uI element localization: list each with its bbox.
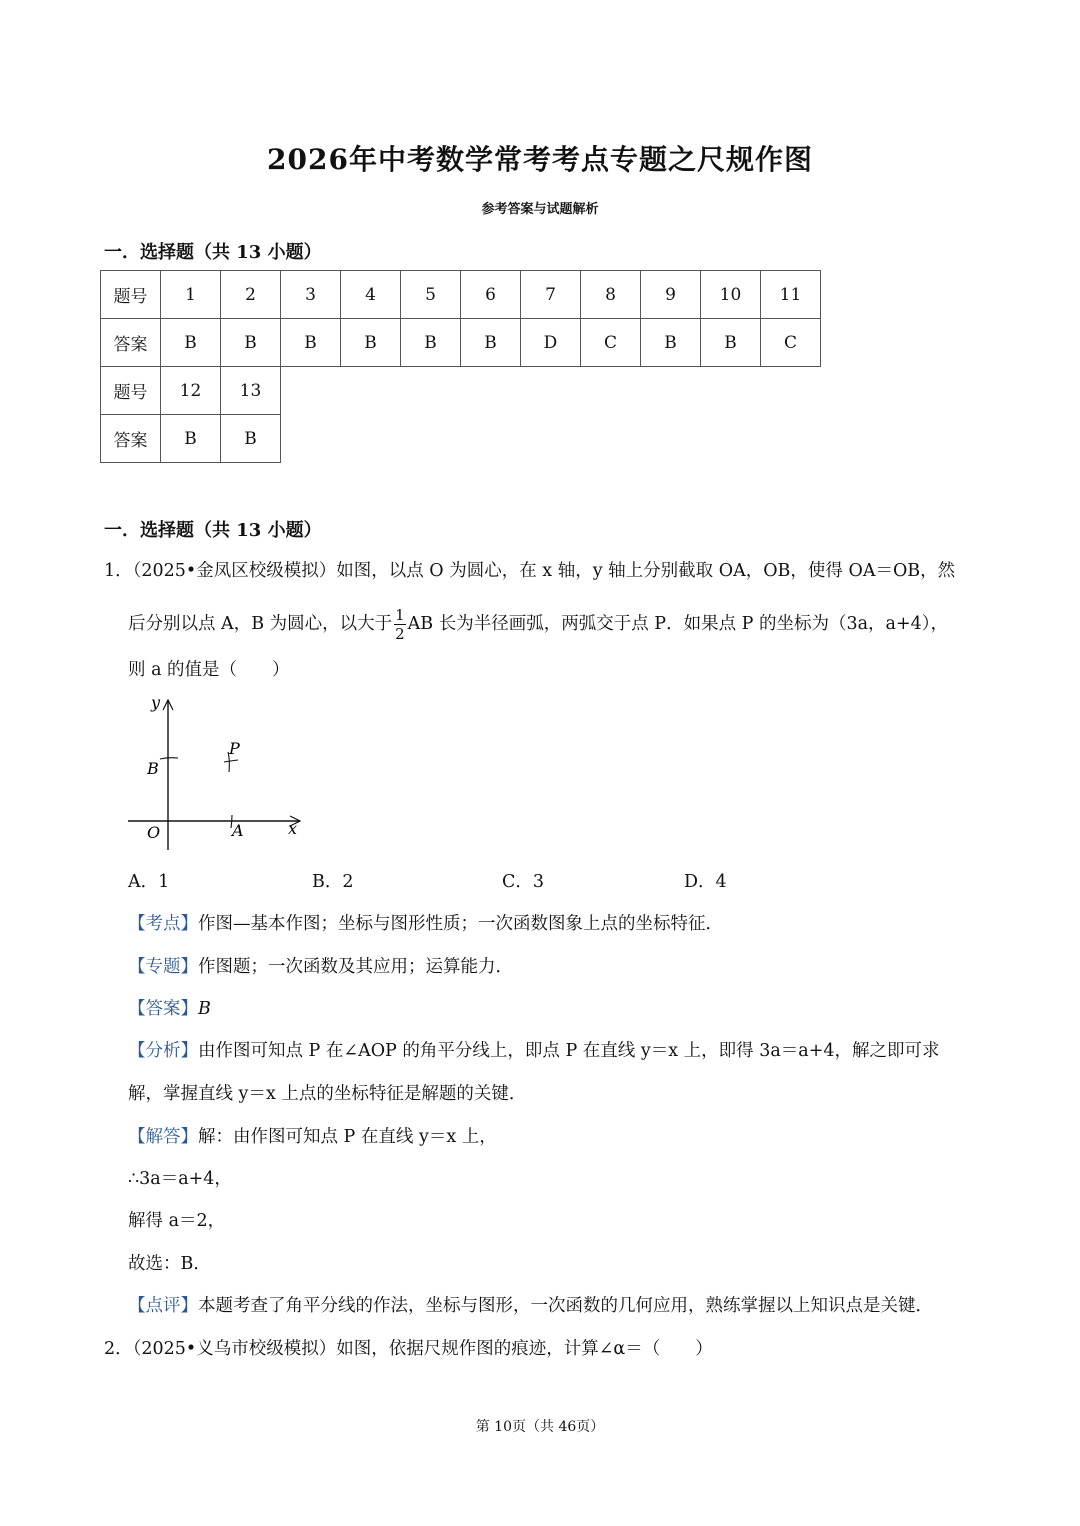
table-cell: 2 — [221, 271, 281, 319]
jieda-line — [128, 1124, 497, 1150]
table-empty-cell — [641, 415, 701, 463]
fraction — [394, 606, 406, 643]
table-row — [101, 319, 821, 367]
table-empty-cell — [761, 415, 821, 463]
dianping-text: 本题考查了角平分线的作法，坐标与图形，一次函数的几何应用，熟练掌握以上知识点是关键． — [198, 1296, 933, 1316]
table-cell: B — [701, 319, 761, 367]
table-empty-cell — [341, 415, 401, 463]
table-cell: 8 — [581, 271, 641, 319]
a-label: A — [232, 821, 244, 840]
arc-p-1 — [224, 760, 238, 762]
table-cell: B — [161, 415, 221, 463]
table-cell: 13 — [221, 367, 281, 415]
table-header-cell: 答案 — [101, 319, 161, 367]
table-empty-cell — [401, 415, 461, 463]
table-cell: B — [221, 319, 281, 367]
jieda-tag: 【解答】 — [128, 1127, 198, 1147]
choice-d: D．4 — [684, 872, 727, 892]
jieda-line-4: 故选：B． — [128, 1254, 211, 1274]
table-empty-cell — [581, 415, 641, 463]
table-cell: C — [581, 319, 641, 367]
table-cell: B — [401, 319, 461, 367]
kaodian-tag: 【考点】 — [128, 914, 198, 934]
kaodian-line — [128, 911, 723, 937]
table-cell: B — [641, 319, 701, 367]
table-cell: 11 — [761, 271, 821, 319]
fenxi-tag: 【分析】 — [128, 1041, 198, 1061]
table-empty-cell — [281, 415, 341, 463]
y-label: y — [151, 693, 161, 712]
fraction-numerator: 1 — [395, 606, 405, 624]
fenxi-line-2: 解，掌握直线 y＝x 上点的坐标特征是解题的关键． — [128, 1084, 527, 1104]
table-cell: B — [461, 319, 521, 367]
table-empty-cell — [581, 367, 641, 415]
table-row — [101, 367, 821, 415]
answer-table — [100, 270, 821, 463]
table-cell: 9 — [641, 271, 701, 319]
table-empty-cell — [401, 367, 461, 415]
dianping-line — [128, 1293, 933, 1319]
daan-line — [128, 996, 211, 1022]
table-cell: B — [281, 319, 341, 367]
q1-line3: 则 a 的值是（ ） — [128, 660, 290, 680]
table-header-cell: 答案 — [101, 415, 161, 463]
table-cell: 1 — [161, 271, 221, 319]
table-cell: 12 — [161, 367, 221, 415]
table-empty-cell — [641, 367, 701, 415]
q1-line2 — [128, 606, 948, 643]
fenxi-line — [128, 1038, 940, 1064]
page-subtitle: 参考答案与试题解析 — [481, 202, 599, 217]
q1-line2-part-a: 后分别以点 A，B 为圆心，以大于 — [128, 614, 393, 634]
b-label: B — [147, 759, 159, 778]
table-cell: 7 — [521, 271, 581, 319]
table-empty-cell — [701, 415, 761, 463]
arc-b — [160, 758, 178, 759]
zhuanti-tag: 【专题】 — [128, 957, 198, 977]
table-row — [101, 271, 821, 319]
kaodian-text: 作图—基本作图；坐标与图形性质；一次函数图象上点的坐标特征． — [198, 914, 723, 934]
table-empty-cell — [341, 367, 401, 415]
table-empty-cell — [521, 415, 581, 463]
section-heading-repeat: 一．选择题（共 13 小题） — [104, 520, 322, 541]
choice-c: C．3 — [502, 872, 545, 892]
section-heading: 一．选择题（共 13 小题） — [104, 242, 322, 263]
table-cell: 6 — [461, 271, 521, 319]
table-header-cell: 题号 — [101, 367, 161, 415]
q1-line2-part-b: AB 长为半径画弧，两弧交于点 P．如果点 P 的坐标为（3a，a+4）， — [407, 614, 949, 634]
table-row — [101, 415, 821, 463]
table-cell: 5 — [401, 271, 461, 319]
table-header-cell: 题号 — [101, 271, 161, 319]
table-cell: 10 — [701, 271, 761, 319]
dianping-tag: 【点评】 — [128, 1296, 198, 1316]
q1-figure — [120, 688, 320, 850]
p-label: P — [229, 739, 240, 758]
choice-b: B．2 — [312, 872, 354, 892]
fraction-denominator: 2 — [395, 625, 405, 643]
table-empty-cell — [461, 367, 521, 415]
jieda-line-2: ∴3a＝a+4， — [128, 1169, 232, 1189]
jieda-text-1: 解：由作图可知点 P 在直线 y＝x 上， — [198, 1127, 497, 1147]
fenxi-text-1: 由作图可知点 P 在∠AOP 的角平分线上，即点 P 在直线 y＝x 上，即得 3a＝a+4，解之即可求 — [198, 1041, 940, 1061]
jieda-line-3: 解得 a＝2， — [128, 1211, 226, 1231]
table-cell: B — [161, 319, 221, 367]
table-cell: D — [521, 319, 581, 367]
table-empty-cell — [461, 415, 521, 463]
page-footer: 第 10页（共 46页） — [475, 1419, 605, 1435]
table-cell: B — [341, 319, 401, 367]
o-label: O — [147, 823, 161, 842]
x-label: x — [288, 819, 298, 838]
table-cell: 4 — [341, 271, 401, 319]
table-cell: B — [221, 415, 281, 463]
daan-tag: 【答案】 — [128, 999, 198, 1019]
q2-line: 2．（2025•义乌市校级模拟）如图，依据尺规作图的痕迹，计算∠α＝（ ） — [104, 1339, 713, 1359]
zhuanti-text: 作图题；一次函数及其应用；运算能力． — [198, 957, 513, 977]
table-empty-cell — [701, 367, 761, 415]
table-cell: C — [761, 319, 821, 367]
table-empty-cell — [521, 367, 581, 415]
table-cell: 3 — [281, 271, 341, 319]
daan-text: B — [198, 999, 211, 1019]
q1-line1: 1．（2025•金凤区校级模拟）如图，以点 O 为圆心，在 x 轴，y 轴上分别截取 OA，OB，使得 OA＝OB，然 — [104, 561, 956, 581]
table-empty-cell — [761, 367, 821, 415]
zhuanti-line — [128, 954, 513, 980]
choice-a: A．1 — [128, 872, 170, 892]
page-title: 2026年中考数学常考考点专题之尺规作图 — [267, 143, 813, 176]
table-empty-cell — [281, 367, 341, 415]
